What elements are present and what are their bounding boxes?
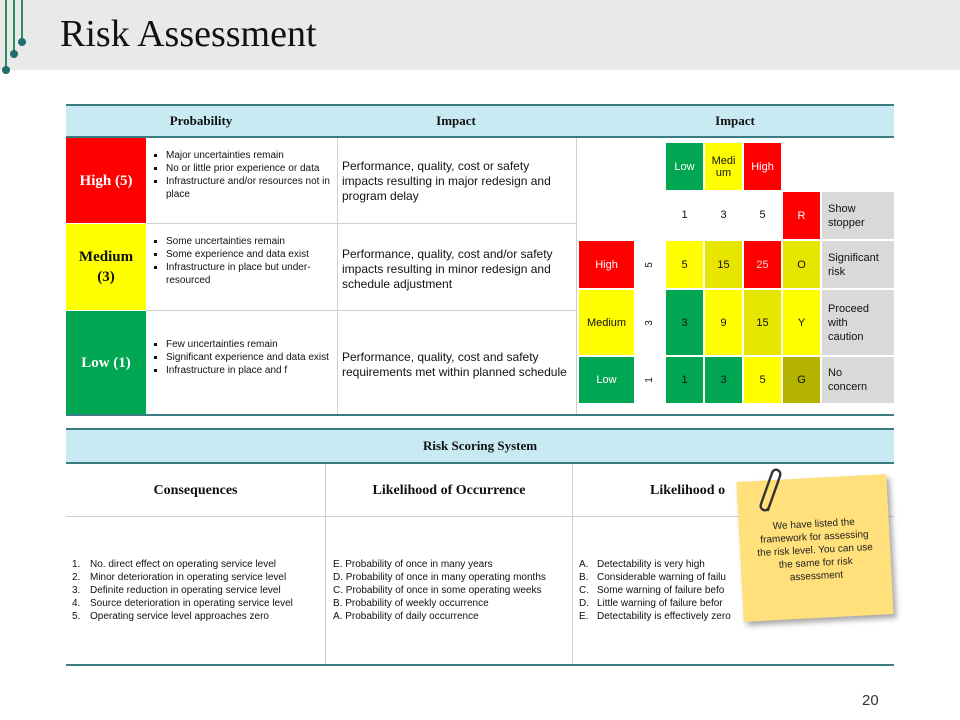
low-bullets xyxy=(148,338,336,377)
impact-score: 5 xyxy=(759,209,766,221)
impact-medium-label-1: Medi xyxy=(711,154,736,167)
risk-code-green: G xyxy=(783,357,820,403)
list-item: ▪ Infrastructure in place but under-resourced xyxy=(166,261,336,287)
matrix-cell: 5 xyxy=(666,241,703,288)
list-item: ▪ Significant experience and data exist xyxy=(166,351,336,364)
detection-header: Likelihood o xyxy=(650,483,726,498)
scoring-title: Risk Scoring System xyxy=(422,438,538,453)
risk-description: No concern xyxy=(822,357,894,403)
high-impact-text: Performance, quality, cost or safety impacts resulting in major redesign and program delay xyxy=(342,158,551,203)
probability-header: Probability xyxy=(169,113,233,128)
matrix-cell: 5 xyxy=(744,357,781,403)
list-item: ▪ Major uncertainties remain xyxy=(166,149,336,162)
prob-medium-chip: Medium xyxy=(579,290,634,355)
prob-score: 5 xyxy=(644,261,655,268)
impact-matrix-header: Impact xyxy=(715,113,755,128)
matrix-cell: 15 xyxy=(705,241,742,288)
matrix-cell: 3 xyxy=(705,357,742,403)
level-high-label: High (5) xyxy=(79,172,133,189)
list-item: E. Detectability is effectively zero xyxy=(579,611,731,622)
medium-bullets xyxy=(148,235,336,287)
matrix-cell: 3 xyxy=(666,290,703,355)
prob-low-chip: Low xyxy=(579,357,634,403)
risk-description: Show stopper xyxy=(822,192,894,239)
scoring-bottom-border xyxy=(66,664,894,666)
prob-score: 3 xyxy=(644,319,655,326)
risk-description: Significant risk xyxy=(822,241,894,288)
level-high-cell xyxy=(66,138,146,223)
list-item: 4. Source deterioration in operating service level xyxy=(72,598,293,609)
medium-impact-text: Performance, quality, cost and/or safety impacts resulting in minor redesign and schedule adjustment xyxy=(342,246,553,291)
impact-medium-chip xyxy=(705,143,742,190)
paperclip-icon xyxy=(758,466,792,516)
level-low-label: Low (1) xyxy=(81,354,131,371)
prob-score: 1 xyxy=(644,377,655,383)
detection-list xyxy=(573,558,753,623)
low-impact-text: Performance, quality, cost and safety requirements met within planned schedule xyxy=(342,350,567,379)
impact-score: 3 xyxy=(720,209,727,221)
column-divider xyxy=(576,138,577,415)
list-item: ▪ Infrastructure in place and f xyxy=(166,364,336,377)
row-divider xyxy=(146,310,577,311)
list-item: D. Probability of once in many operating months xyxy=(333,572,546,583)
matrix-cell: 1 xyxy=(666,357,703,403)
list-item: 5. Operating service level approaches zero xyxy=(72,611,269,622)
level-medium-label: Medium xyxy=(78,249,134,265)
row-divider xyxy=(146,223,577,224)
page-number: 20 xyxy=(862,692,879,709)
list-item: C. Some warning of failure befo xyxy=(579,585,725,596)
high-bullets xyxy=(148,149,336,201)
level-low-cell xyxy=(66,311,146,414)
matrix-cell: 15 xyxy=(744,290,781,355)
decorative-lines-icon xyxy=(0,0,30,80)
impact-low-chip xyxy=(666,143,703,190)
likelihood-list xyxy=(333,558,571,623)
prob-high-chip: High xyxy=(579,241,634,288)
level-medium-cell xyxy=(66,224,146,310)
impact-score: 1 xyxy=(681,209,688,221)
list-item: E. Probability of once in many years xyxy=(333,559,493,570)
risk-code-red: R xyxy=(783,192,820,239)
impact-high-chip xyxy=(744,143,781,190)
list-item: C. Probability of once in some operating weeks xyxy=(333,585,542,596)
matrix-cell: 25 xyxy=(744,241,781,288)
consequences-header: Consequences xyxy=(153,483,238,498)
list-item: ▪ Few uncertainties remain xyxy=(166,338,336,351)
list-item: A. Detectability is very high xyxy=(579,559,705,570)
impact-medium-label-2: um xyxy=(715,166,732,179)
consequences-list xyxy=(66,558,324,623)
risk-description: Proceed with caution xyxy=(822,290,894,355)
list-item: ▪ Some experience and data exist xyxy=(166,248,336,261)
table-bottom-border xyxy=(66,414,894,416)
list-item: B. Probability of weekly occurrence xyxy=(333,598,489,609)
impact-low-label: Low xyxy=(674,160,695,173)
matrix-cell: 9 xyxy=(705,290,742,355)
list-item: D. Little warning of failure befor xyxy=(579,598,723,609)
likelihood-header: Likelihood of Occurrence xyxy=(372,483,526,498)
risk-code-yellow: Y xyxy=(783,290,820,355)
list-item: B. Considerable warning of failu xyxy=(579,572,726,583)
list-item: A. Probability of daily occurrence xyxy=(333,611,479,622)
list-item: ▪ Infrastructure and/or resources not in place xyxy=(166,175,336,201)
impact-header: Impact xyxy=(436,113,476,128)
list-item: 2. Minor deterioration in operating service level xyxy=(72,572,287,583)
risk-code-orange: O xyxy=(783,241,820,288)
list-item: ▪ Some uncertainties remain xyxy=(166,235,336,248)
page-title: Risk Assessment xyxy=(60,13,317,55)
sticky-note-text: We have listed the framework for assessing the risk level. You can use the same for risk assessment xyxy=(757,516,874,584)
impact-high-label: High xyxy=(751,160,774,173)
list-item: 3. Definite reduction in operating service level xyxy=(72,585,281,596)
list-item: ▪ No or little prior experience or data xyxy=(166,162,336,175)
level-medium-score: (3) xyxy=(97,269,115,285)
list-item: 1. No. direct effect on operating service level xyxy=(72,559,277,570)
